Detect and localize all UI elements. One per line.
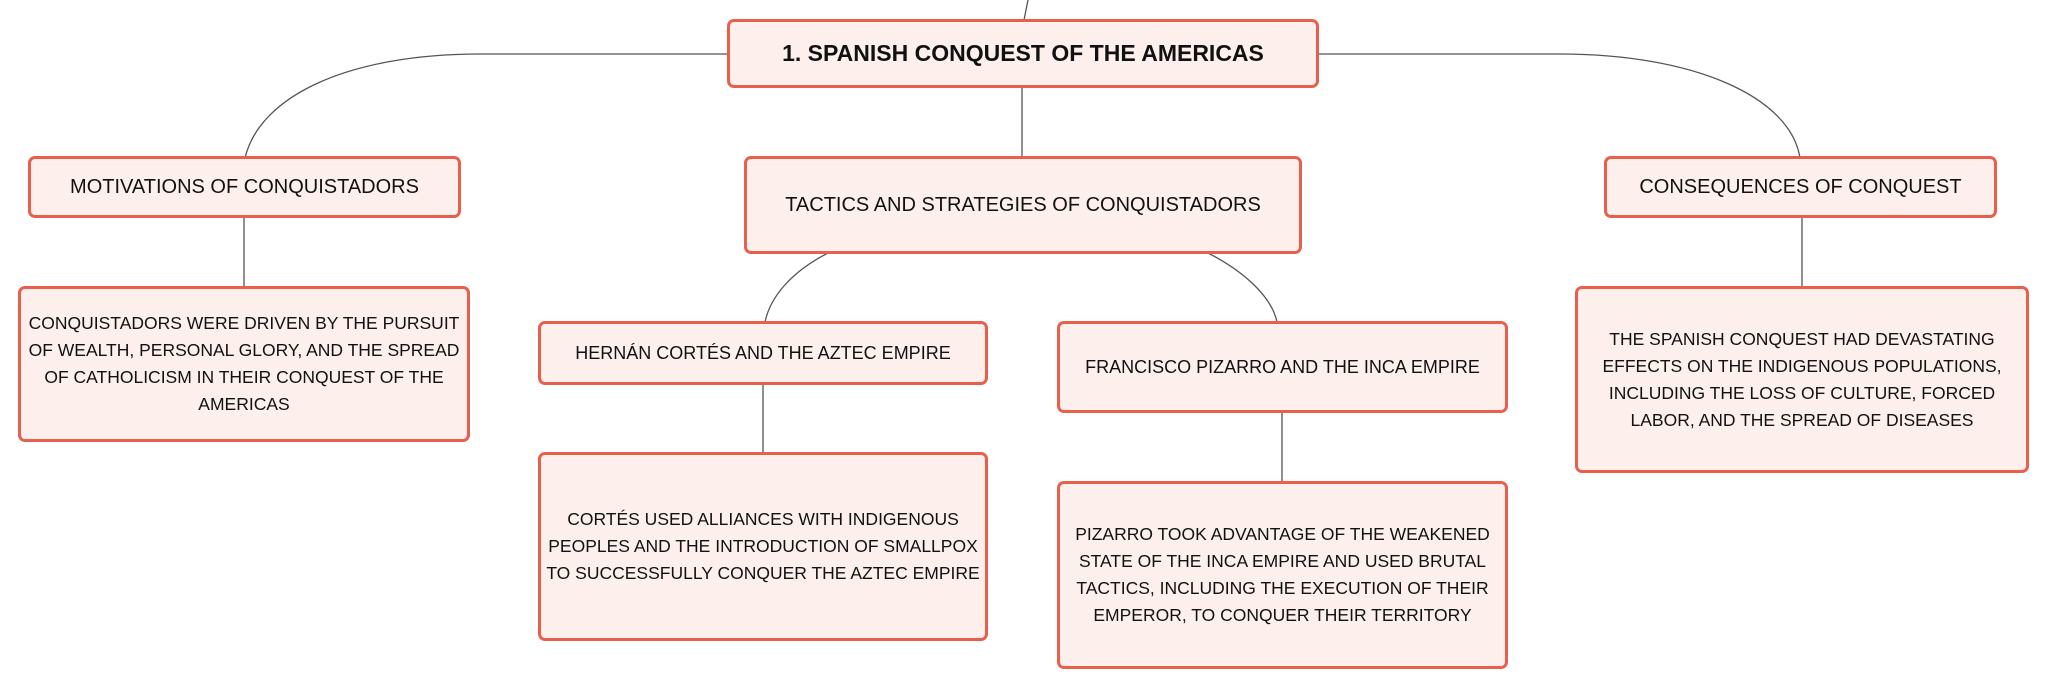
pizarro-title: FRANCISCO PIZARRO AND THE INCA EMPIRE bbox=[1085, 356, 1480, 377]
pizarro-detail-text: PIZARRO TOOK ADVANTAGE OF THE WEAKENED STATE OF THE INCA EMPIRE AND USED BRUTAL TACTICS, INCLUDING THE EXECUTION OF THEIR EMPEROR, TO CONQUER THEIR TERRITORY bbox=[1075, 524, 1490, 625]
tactics-title: TACTICS AND STRATEGIES OF CONQUISTADORS bbox=[785, 193, 1261, 216]
connector-root-motivations bbox=[245, 54, 728, 158]
consequences-title: CONSEQUENCES OF CONQUEST bbox=[1639, 175, 1962, 198]
consequences-detail-node[interactable] bbox=[1575, 286, 2029, 473]
motivations-detail-text: CONQUISTADORS WERE DRIVEN BY THE PURSUIT OF WEALTH, PERSONAL GLORY, AND THE SPREAD OF CATHOLICISM IN THEIR CONQUEST OF THE AMERICAS bbox=[28, 313, 460, 414]
connector-tactics-cortes bbox=[765, 252, 830, 322]
pizarro-detail-node[interactable] bbox=[1057, 481, 1508, 669]
motivations-node[interactable] bbox=[28, 156, 461, 218]
motivations-title: MOTIVATIONS OF CONQUISTADORS bbox=[70, 175, 419, 198]
consequences-detail-text: THE SPANISH CONQUEST HAD DEVASTATING EFFECTS ON THE INDIGENOUS POPULATIONS, INCLUDING THE LOSS OF CULTURE, FORCED LABOR, AND THE SPREAD OF DISEASES bbox=[1602, 328, 2002, 430]
consequences-node[interactable] bbox=[1604, 156, 1997, 218]
motivations-detail-node[interactable] bbox=[18, 286, 470, 442]
connector-root-parent bbox=[1024, 0, 1028, 20]
cortes-detail-node[interactable] bbox=[538, 452, 988, 641]
root-topic-title: 1. SPANISH CONQUEST OF THE AMERICAS bbox=[782, 40, 1264, 66]
tactics-node[interactable] bbox=[744, 156, 1302, 254]
root-topic-node[interactable] bbox=[727, 19, 1319, 88]
connector-tactics-pizarro bbox=[1206, 252, 1277, 322]
cortes-node[interactable] bbox=[538, 321, 988, 385]
connector-root-consequences bbox=[1318, 54, 1800, 158]
pizarro-node[interactable] bbox=[1057, 321, 1508, 413]
cortes-title: HERNÁN CORTÉS AND THE AZTEC EMPIRE bbox=[575, 342, 951, 363]
cortes-detail-text: CORTÉS USED ALLIANCES WITH INDIGENOUS PEOPLES AND THE INTRODUCTION OF SMALLPOX TO SUCCESSFULLY CONQUER THE AZTEC EMPIRE bbox=[546, 509, 980, 583]
